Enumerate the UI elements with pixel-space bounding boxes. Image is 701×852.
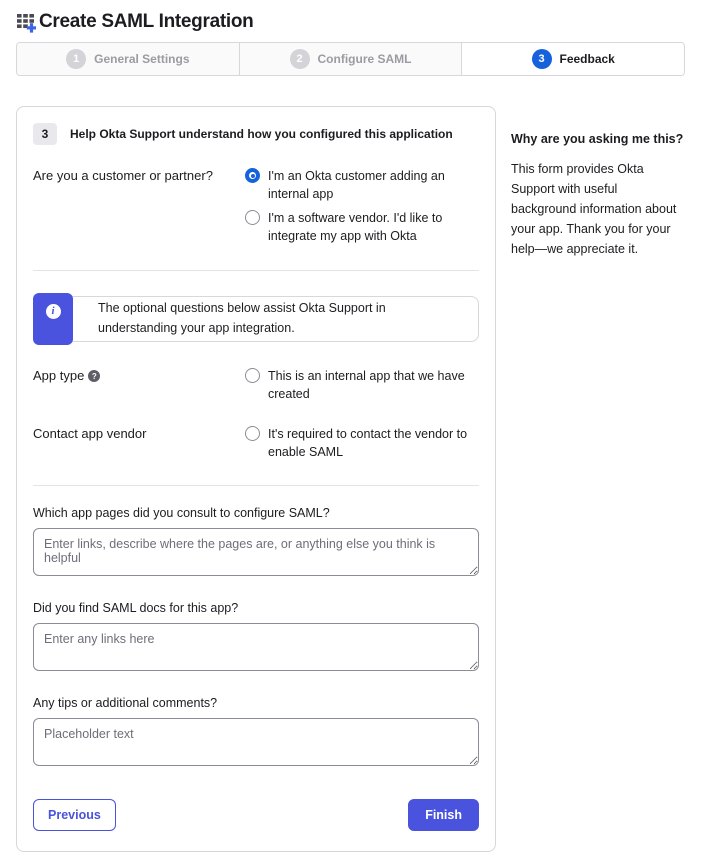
radio-okta-customer[interactable]: [245, 167, 479, 203]
info-alert: [33, 293, 479, 345]
step-label: Configure SAML: [317, 52, 412, 66]
section-number-badge: 3: [33, 123, 57, 145]
radio-internal-app[interactable]: [245, 367, 479, 403]
help-icon[interactable]: ?: [88, 370, 100, 382]
step-label: Feedback: [559, 52, 615, 66]
wizard-stepper: [16, 42, 685, 76]
app-type-label: [33, 367, 245, 403]
info-alert-icon-block: [33, 293, 73, 345]
radio-contact-vendor[interactable]: [245, 425, 479, 461]
contact-vendor-label: Contact app vendor: [33, 425, 147, 441]
info-alert-message: [43, 296, 479, 342]
page-title: Create SAML Integration: [39, 11, 254, 32]
app-grid-plus-icon: [16, 11, 36, 33]
section-title: Help Okta Support understand how you configured this application: [70, 127, 453, 141]
radio-label: It's required to contact the vendor to enable SAML: [268, 426, 468, 459]
question-comments-label: Any tips or additional comments?: [33, 696, 218, 710]
radio-label: I'm a software vendor. I'd like to integrate my app with Okta: [268, 211, 443, 244]
app-type-label-text: App type: [33, 367, 85, 383]
step-label: General Settings: [94, 52, 190, 66]
side-panel-body: This form provides Okta Support with useful background information about your app. Thank you for your help—we appreciate it.: [511, 162, 677, 256]
question-saml-docs-label: Did you find SAML docs for this app?: [33, 601, 239, 615]
wizard-step-feedback[interactable]: [462, 43, 684, 75]
step-number-badge: 1: [66, 49, 86, 69]
wizard-step-configure-saml[interactable]: [240, 43, 463, 75]
divider: [33, 270, 479, 271]
divider: [33, 485, 479, 486]
step-number-badge: 3: [532, 49, 552, 69]
wizard-step-general-settings[interactable]: [17, 43, 240, 75]
form-footer: [33, 799, 479, 831]
previous-button[interactable]: Previous: [33, 799, 116, 831]
page-header: [16, 0, 685, 42]
section-header: [33, 123, 479, 145]
comments-textarea[interactable]: [33, 718, 479, 766]
info-icon: i: [46, 304, 61, 319]
radio-label: I'm an Okta customer adding an internal app: [268, 169, 445, 202]
contact-vendor-row: [33, 425, 479, 461]
radio-button-checked[interactable]: [245, 168, 260, 183]
radio-button-unchecked[interactable]: [245, 210, 260, 225]
radio-software-vendor[interactable]: [245, 209, 479, 245]
feedback-form-card: [16, 106, 496, 852]
app-pages-textarea[interactable]: [33, 528, 479, 576]
saml-docs-textarea[interactable]: [33, 623, 479, 671]
radio-button-unchecked[interactable]: [245, 426, 260, 441]
side-panel-heading: Why are you asking me this?: [511, 132, 684, 146]
radio-label: This is an internal app that we have created: [268, 368, 465, 401]
info-alert-text: The optional questions below assist Okta Support in understanding your app integration.: [98, 301, 386, 335]
finish-button[interactable]: Finish: [408, 799, 479, 831]
question-app-pages-label: Which app pages did you consult to configure SAML?: [33, 506, 330, 520]
help-side-panel: [511, 106, 685, 259]
app-type-row: [33, 367, 479, 403]
customer-partner-row: [33, 167, 479, 246]
customer-partner-label: Are you a customer or partner?: [33, 168, 213, 183]
customer-partner-options: [245, 167, 479, 246]
step-number-badge: 2: [290, 49, 310, 69]
radio-button-unchecked[interactable]: [245, 368, 260, 383]
